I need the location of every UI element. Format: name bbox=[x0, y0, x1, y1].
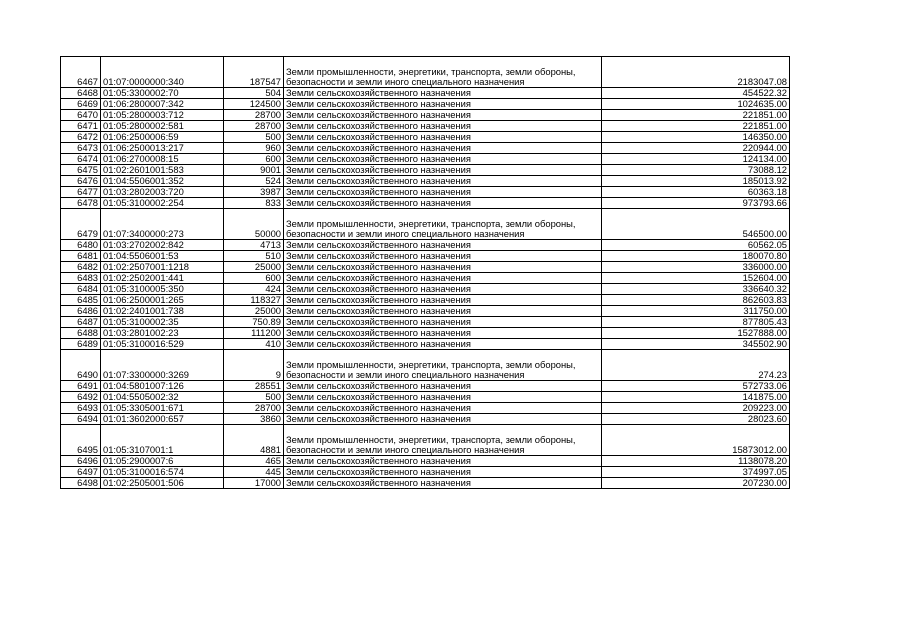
cadastral-number-cell: 01:07:3400000:273 bbox=[101, 209, 224, 240]
cadastral-value-cell: 15873012.00 bbox=[602, 425, 790, 456]
row-number-cell: 6473 bbox=[61, 143, 101, 154]
table-row bbox=[61, 132, 790, 143]
land-category-cell: Земли промышленности, энергетики, транспорта, земли обороны, безопасности и земли иного специального назначения bbox=[284, 57, 602, 88]
table-row bbox=[61, 165, 790, 176]
area-cell: 510 bbox=[224, 251, 284, 262]
cadastral-value-cell: 60363.18 bbox=[602, 187, 790, 198]
cadastral-value-cell: 2183047.08 bbox=[602, 57, 790, 88]
row-number-cell: 6497 bbox=[61, 467, 101, 478]
cadastral-number-cell: 01:06:2500001:265 bbox=[101, 295, 224, 306]
land-category-cell: Земли сельскохозяйственного назначения bbox=[284, 176, 602, 187]
cadastral-number-cell: 01:05:2800003:712 bbox=[101, 110, 224, 121]
row-number-cell: 6471 bbox=[61, 121, 101, 132]
land-category-cell: Земли сельскохозяйственного назначения bbox=[284, 110, 602, 121]
area-cell: 28700 bbox=[224, 121, 284, 132]
cadastral-number-cell: 01:03:2702002:842 bbox=[101, 240, 224, 251]
table-row bbox=[61, 209, 790, 240]
area-cell: 25000 bbox=[224, 306, 284, 317]
cadastral-value-cell: 572733.06 bbox=[602, 381, 790, 392]
land-category-cell: Земли сельскохозяйственного назначения bbox=[284, 273, 602, 284]
area-cell: 9 bbox=[224, 350, 284, 381]
row-number-cell: 6474 bbox=[61, 154, 101, 165]
cadastral-number-cell: 01:05:3305001:671 bbox=[101, 403, 224, 414]
area-cell: 3987 bbox=[224, 187, 284, 198]
area-cell: 500 bbox=[224, 392, 284, 403]
table-row bbox=[61, 306, 790, 317]
area-cell: 124500 bbox=[224, 99, 284, 110]
table-row bbox=[61, 240, 790, 251]
land-category-cell: Земли сельскохозяйственного назначения bbox=[284, 132, 602, 143]
cadastral-number-cell: 01:05:2900007:6 bbox=[101, 456, 224, 467]
cadastral-number-cell: 01:05:2800002:581 bbox=[101, 121, 224, 132]
row-number-cell: 6476 bbox=[61, 176, 101, 187]
cadastral-value-cell: 1024635.00 bbox=[602, 99, 790, 110]
table-row bbox=[61, 295, 790, 306]
cadastral-number-cell: 01:05:3100002:254 bbox=[101, 198, 224, 209]
table-row bbox=[61, 57, 790, 88]
cadastral-number-cell: 01:06:2500006:59 bbox=[101, 132, 224, 143]
cadastral-number-cell: 01:06:2800007:342 bbox=[101, 99, 224, 110]
cadastral-value-cell: 454522.32 bbox=[602, 88, 790, 99]
table-row bbox=[61, 478, 790, 489]
area-cell: 25000 bbox=[224, 262, 284, 273]
table-row bbox=[61, 425, 790, 456]
cadastral-number-cell: 01:05:3300002:70 bbox=[101, 88, 224, 99]
table-row bbox=[61, 176, 790, 187]
cadastral-value-cell: 336000.00 bbox=[602, 262, 790, 273]
cadastral-value-cell: 336640.32 bbox=[602, 284, 790, 295]
land-category-cell: Земли промышленности, энергетики, транспорта, земли обороны, безопасности и земли иного специального назначения bbox=[284, 350, 602, 381]
cadastral-number-cell: 01:02:2505001:506 bbox=[101, 478, 224, 489]
cadastral-number-cell: 01:07:3300000:3269 bbox=[101, 350, 224, 381]
land-category-cell: Земли сельскохозяйственного назначения bbox=[284, 403, 602, 414]
land-category-cell: Земли сельскохозяйственного назначения bbox=[284, 154, 602, 165]
area-cell: 833 bbox=[224, 198, 284, 209]
table-row bbox=[61, 317, 790, 328]
row-number-cell: 6467 bbox=[61, 57, 101, 88]
land-category-cell: Земли промышленности, энергетики, транспорта, земли обороны, безопасности и земли иного специального назначения bbox=[284, 425, 602, 456]
area-cell: 187547 bbox=[224, 57, 284, 88]
cadastral-value-cell: 374997.05 bbox=[602, 467, 790, 478]
row-number-cell: 6468 bbox=[61, 88, 101, 99]
land-category-cell: Земли сельскохозяйственного назначения bbox=[284, 99, 602, 110]
row-number-cell: 6484 bbox=[61, 284, 101, 295]
table-row bbox=[61, 251, 790, 262]
land-category-cell: Земли сельскохозяйственного назначения bbox=[284, 251, 602, 262]
cadastral-number-cell: 01:04:5505002:32 bbox=[101, 392, 224, 403]
area-cell: 3860 bbox=[224, 414, 284, 425]
cadastral-number-cell: 01:05:3100002:35 bbox=[101, 317, 224, 328]
table-row bbox=[61, 339, 790, 350]
cadastral-value-cell: 124134.00 bbox=[602, 154, 790, 165]
cadastral-value-cell: 180070.80 bbox=[602, 251, 790, 262]
row-number-cell: 6493 bbox=[61, 403, 101, 414]
row-number-cell: 6488 bbox=[61, 328, 101, 339]
land-category-cell: Земли сельскохозяйственного назначения bbox=[284, 262, 602, 273]
cadastral-value-cell: 877805.43 bbox=[602, 317, 790, 328]
land-category-cell: Земли сельскохозяйственного назначения bbox=[284, 306, 602, 317]
cadastral-value-cell: 209223.00 bbox=[602, 403, 790, 414]
table-row bbox=[61, 328, 790, 339]
cadastral-value-cell: 1527888.00 bbox=[602, 328, 790, 339]
area-cell: 465 bbox=[224, 456, 284, 467]
table-row bbox=[61, 456, 790, 467]
table-row bbox=[61, 88, 790, 99]
table-row bbox=[61, 110, 790, 121]
row-number-cell: 6487 bbox=[61, 317, 101, 328]
row-number-cell: 6480 bbox=[61, 240, 101, 251]
land-category-cell: Земли сельскохозяйственного назначения bbox=[284, 121, 602, 132]
table-row bbox=[61, 403, 790, 414]
table-row bbox=[61, 414, 790, 425]
table-row bbox=[61, 284, 790, 295]
area-cell: 28551 bbox=[224, 381, 284, 392]
cadastral-value-cell: 274.23 bbox=[602, 350, 790, 381]
row-number-cell: 6477 bbox=[61, 187, 101, 198]
area-cell: 500 bbox=[224, 132, 284, 143]
land-category-cell: Земли сельскохозяйственного назначения bbox=[284, 339, 602, 350]
land-parcels-table-body bbox=[61, 57, 790, 489]
area-cell: 118327 bbox=[224, 295, 284, 306]
row-number-cell: 6475 bbox=[61, 165, 101, 176]
area-cell: 424 bbox=[224, 284, 284, 295]
row-number-cell: 6470 bbox=[61, 110, 101, 121]
cadastral-value-cell: 221851.00 bbox=[602, 121, 790, 132]
area-cell: 9001 bbox=[224, 165, 284, 176]
table-row bbox=[61, 392, 790, 403]
row-number-cell: 6492 bbox=[61, 392, 101, 403]
land-category-cell: Земли сельскохозяйственного назначения bbox=[284, 187, 602, 198]
land-category-cell: Земли сельскохозяйственного назначения bbox=[284, 381, 602, 392]
cadastral-value-cell: 60562.05 bbox=[602, 240, 790, 251]
cadastral-number-cell: 01:03:2801002:23 bbox=[101, 328, 224, 339]
cadastral-value-cell: 862603.83 bbox=[602, 295, 790, 306]
cadastral-value-cell: 73088.12 bbox=[602, 165, 790, 176]
cadastral-value-cell: 546500.00 bbox=[602, 209, 790, 240]
table-row bbox=[61, 467, 790, 478]
area-cell: 504 bbox=[224, 88, 284, 99]
cadastral-number-cell: 01:02:2507001:1218 bbox=[101, 262, 224, 273]
area-cell: 4881 bbox=[224, 425, 284, 456]
cadastral-number-cell: 01:05:3107001:1 bbox=[101, 425, 224, 456]
cadastral-value-cell: 973793.66 bbox=[602, 198, 790, 209]
table-row bbox=[61, 262, 790, 273]
land-category-cell: Земли сельскохозяйственного назначения bbox=[284, 165, 602, 176]
cadastral-value-cell: 207230.00 bbox=[602, 478, 790, 489]
area-cell: 410 bbox=[224, 339, 284, 350]
cadastral-number-cell: 01:04:5506001:352 bbox=[101, 176, 224, 187]
row-number-cell: 6489 bbox=[61, 339, 101, 350]
table-row bbox=[61, 381, 790, 392]
row-number-cell: 6469 bbox=[61, 99, 101, 110]
area-cell: 28700 bbox=[224, 110, 284, 121]
cadastral-number-cell: 01:02:2601001:583 bbox=[101, 165, 224, 176]
area-cell: 600 bbox=[224, 273, 284, 284]
land-category-cell: Земли сельскохозяйственного назначения bbox=[284, 478, 602, 489]
land-category-cell: Земли сельскохозяйственного назначения bbox=[284, 392, 602, 403]
area-cell: 600 bbox=[224, 154, 284, 165]
land-category-cell: Земли сельскохозяйственного назначения bbox=[284, 284, 602, 295]
land-category-cell: Земли сельскохозяйственного назначения bbox=[284, 317, 602, 328]
row-number-cell: 6494 bbox=[61, 414, 101, 425]
table-row bbox=[61, 187, 790, 198]
table-row bbox=[61, 198, 790, 209]
cadastral-number-cell: 01:01:3602000:657 bbox=[101, 414, 224, 425]
cadastral-number-cell: 01:05:3100016:529 bbox=[101, 339, 224, 350]
row-number-cell: 6482 bbox=[61, 262, 101, 273]
land-category-cell: Земли сельскохозяйственного назначения bbox=[284, 456, 602, 467]
table-row bbox=[61, 273, 790, 284]
land-category-cell: Земли сельскохозяйственного назначения bbox=[284, 328, 602, 339]
row-number-cell: 6491 bbox=[61, 381, 101, 392]
cadastral-number-cell: 01:03:2802003:720 bbox=[101, 187, 224, 198]
land-category-cell: Земли сельскохозяйственного назначения bbox=[284, 414, 602, 425]
cadastral-value-cell: 1138078.20 bbox=[602, 456, 790, 467]
area-cell: 111200 bbox=[224, 328, 284, 339]
cadastral-value-cell: 28023.60 bbox=[602, 414, 790, 425]
row-number-cell: 6481 bbox=[61, 251, 101, 262]
land-category-cell: Земли промышленности, энергетики, транспорта, земли обороны, безопасности и земли иного специального назначения bbox=[284, 209, 602, 240]
row-number-cell: 6498 bbox=[61, 478, 101, 489]
cadastral-value-cell: 221851.00 bbox=[602, 110, 790, 121]
cadastral-number-cell: 01:02:2502001:441 bbox=[101, 273, 224, 284]
row-number-cell: 6483 bbox=[61, 273, 101, 284]
cadastral-value-cell: 185013.92 bbox=[602, 176, 790, 187]
cadastral-value-cell: 220944.00 bbox=[602, 143, 790, 154]
cadastral-value-cell: 152604.00 bbox=[602, 273, 790, 284]
row-number-cell: 6485 bbox=[61, 295, 101, 306]
area-cell: 4713 bbox=[224, 240, 284, 251]
cadastral-value-cell: 146350.00 bbox=[602, 132, 790, 143]
table-row bbox=[61, 121, 790, 132]
cadastral-number-cell: 01:06:2700008:15 bbox=[101, 154, 224, 165]
land-category-cell: Земли сельскохозяйственного назначения bbox=[284, 198, 602, 209]
row-number-cell: 6479 bbox=[61, 209, 101, 240]
cadastral-number-cell: 01:05:3100005:350 bbox=[101, 284, 224, 295]
row-number-cell: 6496 bbox=[61, 456, 101, 467]
row-number-cell: 6486 bbox=[61, 306, 101, 317]
row-number-cell: 6472 bbox=[61, 132, 101, 143]
table-row bbox=[61, 99, 790, 110]
land-category-cell: Земли сельскохозяйственного назначения bbox=[284, 143, 602, 154]
table-row bbox=[61, 154, 790, 165]
area-cell: 750.89 bbox=[224, 317, 284, 328]
cadastral-value-cell: 141875.00 bbox=[602, 392, 790, 403]
cadastral-value-cell: 311750.00 bbox=[602, 306, 790, 317]
area-cell: 524 bbox=[224, 176, 284, 187]
area-cell: 445 bbox=[224, 467, 284, 478]
land-category-cell: Земли сельскохозяйственного назначения bbox=[284, 240, 602, 251]
cadastral-value-cell: 345502.90 bbox=[602, 339, 790, 350]
cadastral-number-cell: 01:04:5801007:126 bbox=[101, 381, 224, 392]
cadastral-number-cell: 01:04:5506001:53 bbox=[101, 251, 224, 262]
cadastral-number-cell: 01:06:2500013:217 bbox=[101, 143, 224, 154]
table-row bbox=[61, 350, 790, 381]
row-number-cell: 6478 bbox=[61, 198, 101, 209]
table-row bbox=[61, 143, 790, 154]
row-number-cell: 6495 bbox=[61, 425, 101, 456]
area-cell: 960 bbox=[224, 143, 284, 154]
land-category-cell: Земли сельскохозяйственного назначения bbox=[284, 467, 602, 478]
land-category-cell: Земли сельскохозяйственного назначения bbox=[284, 295, 602, 306]
land-category-cell: Земли сельскохозяйственного назначения bbox=[284, 88, 602, 99]
cadastral-number-cell: 01:07:0000000:340 bbox=[101, 57, 224, 88]
area-cell: 50000 bbox=[224, 209, 284, 240]
cadastral-number-cell: 01:02:2401001:738 bbox=[101, 306, 224, 317]
cadastral-number-cell: 01:05:3100016:574 bbox=[101, 467, 224, 478]
area-cell: 17000 bbox=[224, 478, 284, 489]
area-cell: 28700 bbox=[224, 403, 284, 414]
row-number-cell: 6490 bbox=[61, 350, 101, 381]
land-parcels-table bbox=[60, 56, 790, 489]
